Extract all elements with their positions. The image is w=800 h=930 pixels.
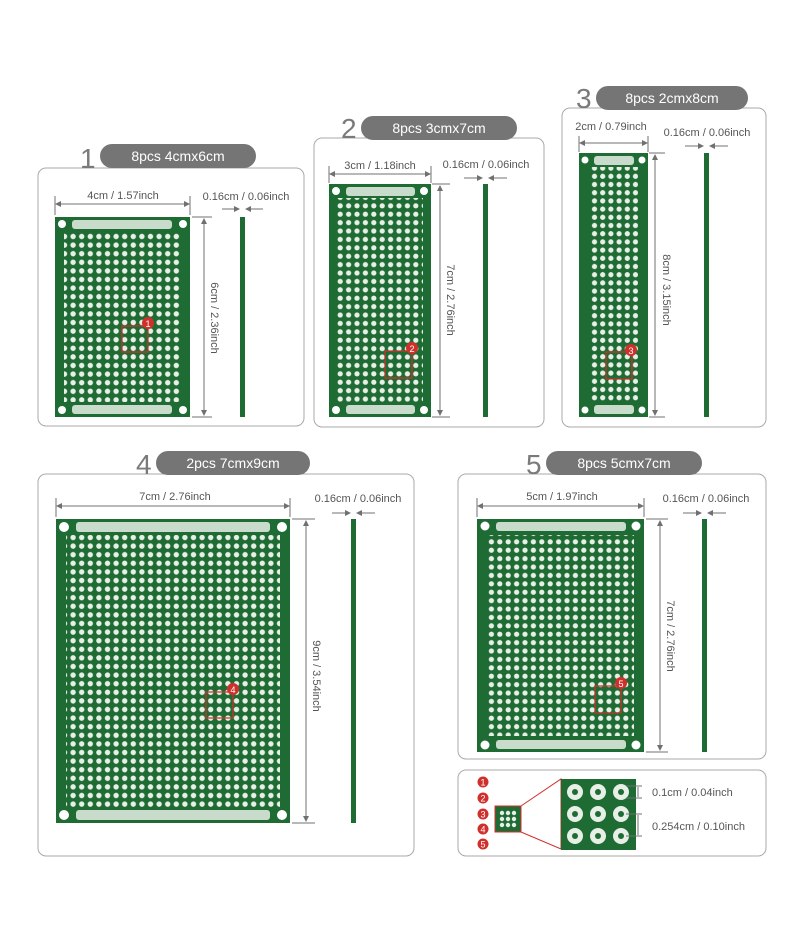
- svg-text:4: 4: [480, 824, 486, 835]
- thickness-label: 0.16cm / 0.06inch: [202, 191, 290, 203]
- height-label: 8cm / 3.15inch: [660, 254, 672, 326]
- pcb-board: [329, 184, 431, 417]
- pcb-board: [55, 217, 190, 417]
- svg-text:1: 1: [480, 777, 486, 788]
- svg-text:2: 2: [480, 793, 486, 804]
- svg-text:3: 3: [628, 346, 634, 356]
- height-label: 9cm / 3.54inch: [310, 640, 322, 712]
- width-label: 5cm / 1.97inch: [526, 491, 598, 503]
- hole-detail-panel: [458, 770, 766, 856]
- magnified-hole-grid: [561, 779, 636, 850]
- board-panel-1: [38, 143, 304, 426]
- board-label: 8pcs 5cmx7cm: [577, 455, 671, 471]
- board-number: 3: [576, 83, 592, 114]
- thickness-label: 0.16cm / 0.06inch: [314, 493, 402, 505]
- board-number: 2: [341, 113, 357, 144]
- board-label: 2pcs 7cmx9cm: [186, 455, 280, 471]
- small-hole-sample: [495, 806, 521, 832]
- thickness-label: 0.16cm / 0.06inch: [663, 127, 751, 139]
- pcb-board: [579, 153, 648, 417]
- svg-text:4: 4: [230, 685, 236, 695]
- thickness-label: 0.16cm / 0.06inch: [662, 493, 750, 505]
- board-number: 5: [526, 449, 542, 480]
- svg-text:5: 5: [618, 679, 624, 689]
- board-number: 1: [80, 143, 96, 174]
- board-label: 8pcs 3cmx7cm: [392, 120, 486, 136]
- thickness-label: 0.16cm / 0.06inch: [442, 159, 530, 171]
- pcb-board: [56, 519, 290, 823]
- width-label: 4cm / 1.57inch: [87, 190, 159, 202]
- board-edge-view: [483, 184, 488, 417]
- height-label: 7cm / 2.76inch: [664, 600, 676, 672]
- board-number: 4: [136, 449, 152, 480]
- board-panel-5: [458, 449, 766, 759]
- height-label: 7cm / 2.76inch: [444, 264, 456, 336]
- board-edge-view: [702, 519, 707, 752]
- board-edge-view: [351, 519, 356, 823]
- width-label: 7cm / 2.76inch: [139, 491, 211, 503]
- board-panel-2: [314, 113, 544, 427]
- height-label: 6cm / 2.36inch: [208, 282, 220, 354]
- board-label: 8pcs 2cmx8cm: [625, 90, 719, 106]
- width-label: 2cm / 0.79inch: [575, 121, 647, 133]
- svg-text:3: 3: [480, 809, 486, 820]
- board-label: 8pcs 4cmx6cm: [131, 148, 225, 164]
- hole-size-label: 0.1cm / 0.04inch: [652, 787, 733, 799]
- svg-text:2: 2: [409, 344, 415, 354]
- pcb-board: [477, 519, 644, 752]
- width-label: 3cm / 1.18inch: [344, 160, 416, 172]
- board-edge-view: [240, 217, 245, 417]
- board-panel-3: [562, 83, 766, 427]
- svg-text:5: 5: [480, 839, 486, 850]
- board-edge-view: [704, 153, 709, 417]
- pitch-label: 0.254cm / 0.10inch: [652, 821, 745, 833]
- svg-text:1: 1: [145, 319, 151, 329]
- board-panel-4: [38, 449, 414, 856]
